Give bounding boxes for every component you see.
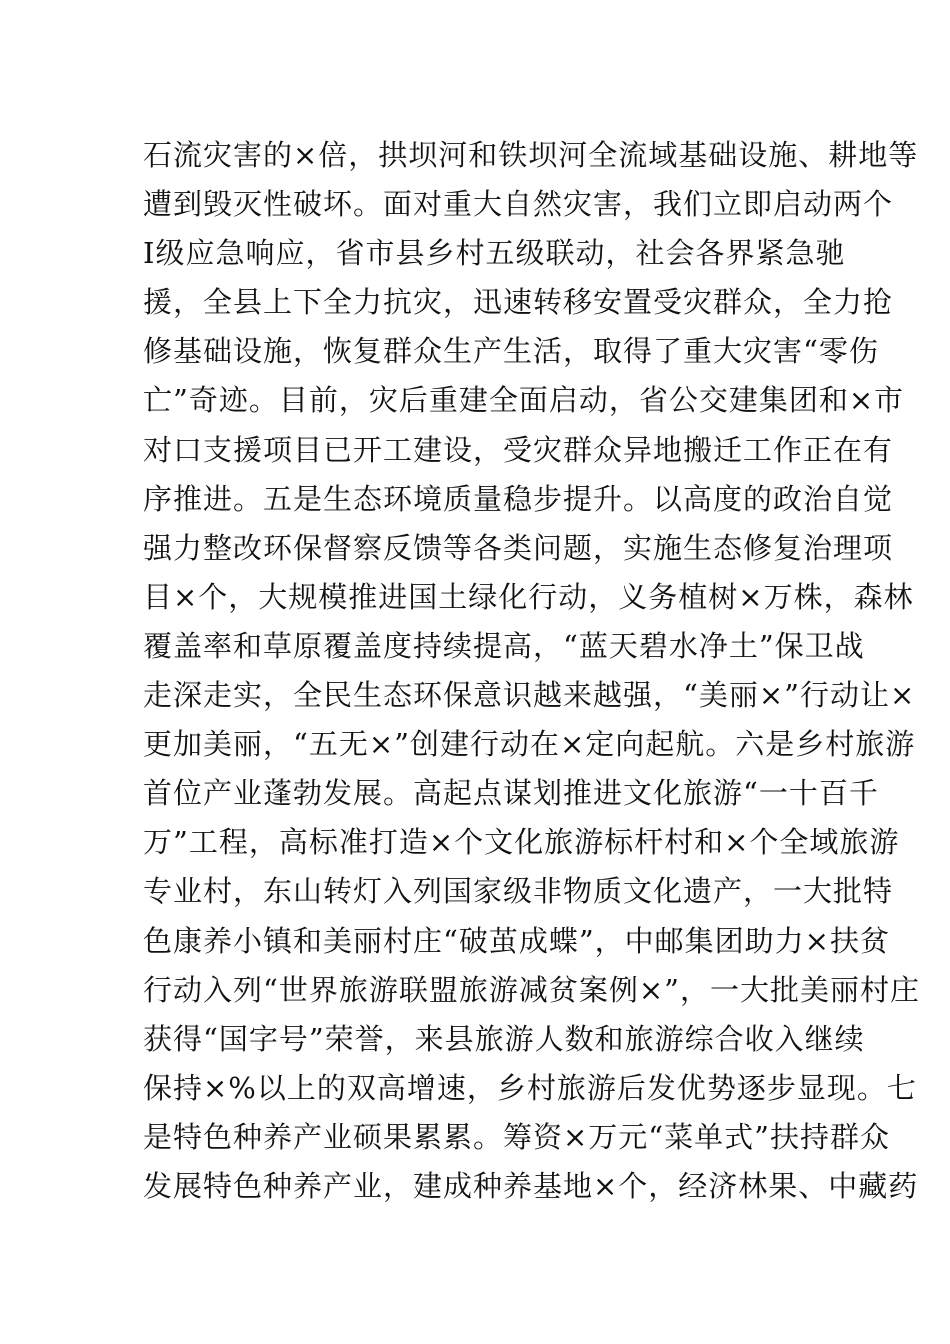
text-line: 修基础设施，恢复群众生产生活，取得了重大灾害“零伤 bbox=[143, 334, 879, 369]
text-line: 亡”奇迹。目前，灾后重建全面启动，省公交建集团和×市 bbox=[143, 383, 905, 418]
text-line: Ⅰ级应急响应，省市县乡村五级联动，社会各界紧急驰 bbox=[143, 236, 846, 271]
text-line: 石流灾害的×倍，拱坝河和铁坝河全流域基础设施、耕地等 bbox=[143, 138, 919, 172]
text-line: 专业村，东山转灯入列国家级非物质文化遗产，一大批特 bbox=[143, 874, 894, 909]
text-line: 行动入列“世界旅游联盟旅游减贫案例×”，一大批美丽村庄 bbox=[143, 972, 920, 1007]
text-line: 色康养小镇和美丽村庄“破茧成蝶”，中邮集团助力×扶贫 bbox=[143, 923, 890, 958]
text-line: 更加美丽，“五无×”创建行动在×定向起航。六是乡村旅游 bbox=[143, 727, 916, 762]
text-line: 万”工程，高标准打造×个文化旅游标杆村和×个全域旅游 bbox=[143, 825, 900, 860]
text-line: 目×个，大规模推进国土绿化行动，义务植树×万株，森林 bbox=[143, 579, 914, 614]
text-line: 保持×%以上的双高增速，乡村旅游后发优势逐步显现。七 bbox=[143, 1070, 917, 1105]
text-line: 强力整改环保督察反馈等各类问题，实施生态修复治理项 bbox=[143, 530, 894, 565]
text-line: 获得“国字号”荣誉，来县旅游人数和旅游综合收入继续 bbox=[143, 1021, 865, 1056]
text-line: 遭到毁灭性破坏。面对重大自然灾害，我们立即启动两个 bbox=[143, 187, 894, 222]
paragraph-body bbox=[143, 131, 920, 1211]
text-line: 走深走实，全民生态环保意识越来越强，“美丽×”行动让× bbox=[143, 678, 916, 713]
text-line: 发展特色种养产业，建成种养基地×个，经济林果、中藏药 bbox=[143, 1168, 919, 1203]
text-line: 覆盖率和草原覆盖度持续提高，“蓝天碧水净土”保卫战 bbox=[143, 628, 865, 663]
text-line: 援，全县上下全力抗灾，迅速转移安置受灾群众，全力抢 bbox=[143, 285, 894, 320]
text-line: 是特色种养产业硕果累累。筹资×万元“菜单式”扶持群众 bbox=[143, 1119, 890, 1154]
text-line: 首位产业蓬勃发展。高起点谋划推进文化旅游“一十百千 bbox=[143, 776, 879, 811]
text-line: 序推进。五是生态环境质量稳步提升。以高度的政治自觉 bbox=[143, 481, 894, 516]
text-line: 对口支援项目已开工建设，受灾群众异地搬迁工作正在有 bbox=[143, 432, 894, 467]
